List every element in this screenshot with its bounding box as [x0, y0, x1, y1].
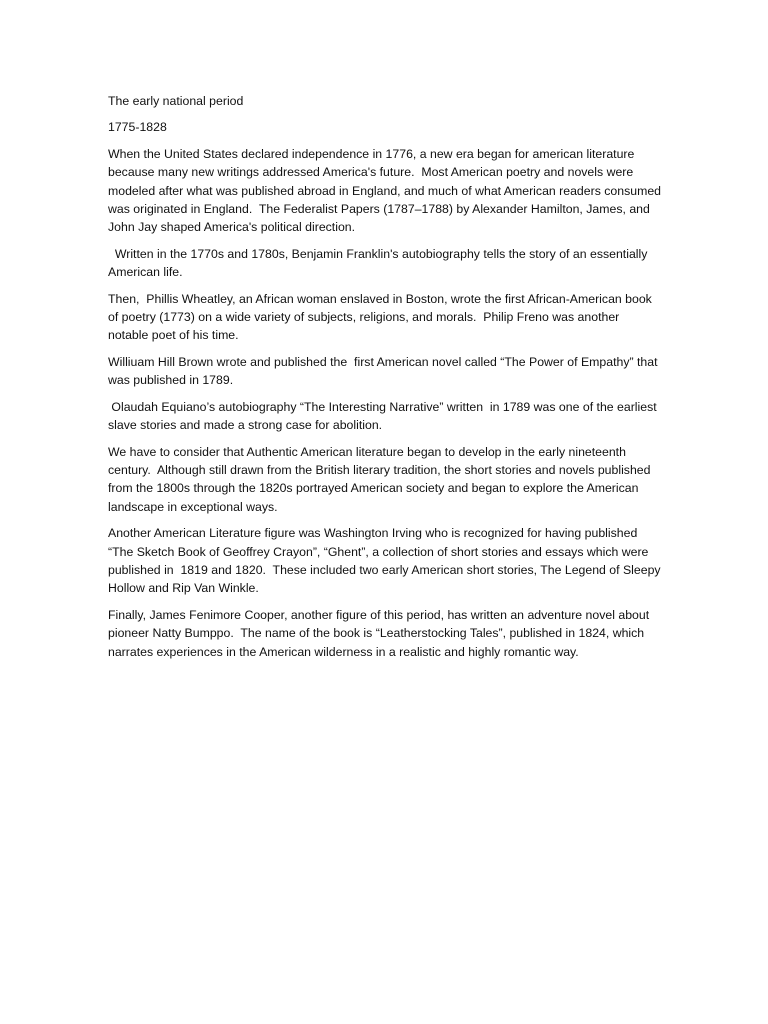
paragraph-brown: Williuam Hill Brown wrote and published the first American novel called “The Power of Empathy” that was published in 1789. [108, 354, 661, 388]
paragraph-cooper: Finally, James Fenimore Cooper, another figure of this period, has written an adventure novel about pioneer Natty Bumppo. The name of the book is “Leatherstocking Tales”, published in 1824, which narrates experiences in the American wilderness in a realistic and highly romantic way. [108, 607, 653, 659]
document-title: The early national period [108, 94, 244, 108]
document-dates: 1775-1828 [108, 120, 167, 135]
paragraph-wheatley: Then, Phillis Wheatley, an African woman enslaved in Boston, wrote the first African-American book of poetry (1773) on a wide variety of subjects, religions, and morals. Philip Freno was another notable poet of his time. [108, 291, 656, 343]
paragraph-irving: Another American Literature figure was Washington Irving who is recognized for having published “The Sketch Book of Geoffrey Crayon”, “Ghent”, a collection of short stories and essays which were published in 1819 and 1820. These included two early American short stories, The Legend of Sleepy Hollow and Rip Van Winkle. [108, 526, 665, 596]
document-body [108, 92, 663, 669]
paragraph-independence: When the United States declared independence in 1776, a new era began for american literature because many new writings addressed America's future. Most American poetry and novels were modeled after what was published abroad in England, and much of what American readers consumed was originated in England. The Federalist Papers (1787–1788) by Alexander Hamilton, James, and John Jay shaped America's political direction. [108, 146, 665, 235]
paragraph-equiano: Olaudah Equiano’s autobiography “The Interesting Narrative” written in 1789 was one of the earliest slave stories and made a strong case for abolition. [108, 399, 661, 433]
paragraph-authentic-literature: We have to consider that Authentic American literature began to develop in the early nineteenth century. Although still drawn from the British literary tradition, the short stories and novels published from the 1800s through the 1820s portrayed American society and began to explore the American landscape in exceptional ways. [108, 444, 654, 514]
paragraph-franklin: Written in the 1770s and 1780s, Benjamin Franklin's autobiography tells the story of an essentially American life. [108, 246, 651, 280]
